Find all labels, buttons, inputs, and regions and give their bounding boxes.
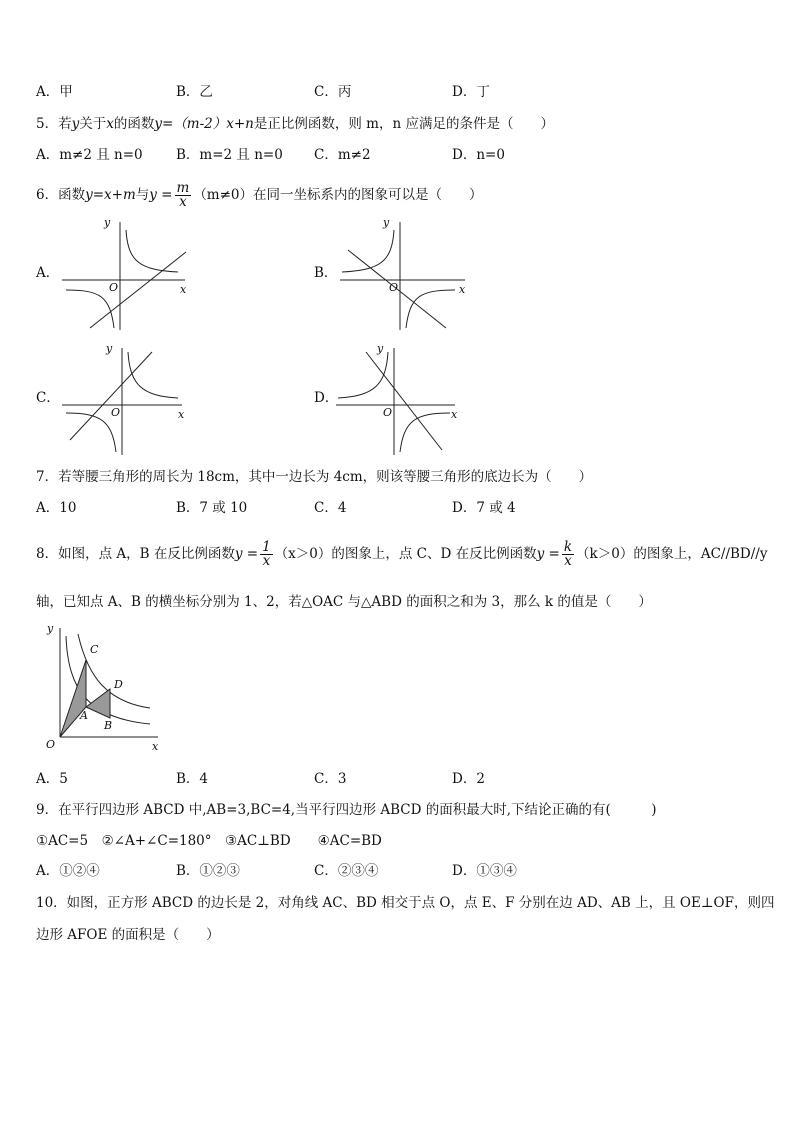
origin-label: O bbox=[383, 406, 393, 419]
q4-option-d: D．丁 bbox=[452, 84, 490, 100]
q6-stem: 6．函数y=x+m与y = $\frac{m}{x}$ （m≠0）在同一坐标系内的图象可以是（ ） bbox=[36, 180, 483, 210]
curve-y-k-over-x bbox=[78, 634, 150, 708]
q9-option-c: C．②③④ bbox=[314, 863, 379, 879]
q5-option-d: D．n=0 bbox=[452, 147, 505, 163]
q7-option-a: A．10 bbox=[36, 500, 77, 516]
q8-option-b: B．4 bbox=[176, 771, 209, 787]
q8-stem: 8．如图，点 A，B 在反比例函数y = $\frac{1}{x}$ （x＞0）的图象上，点 C、D 在反比例函数y = $\frac{k}{x}$ （k＞0）的图象上，AC//BD//y bbox=[36, 539, 768, 569]
fig-o-label: O bbox=[46, 738, 56, 751]
origin-label: O bbox=[389, 281, 399, 294]
q7-option-b: B．7 或 10 bbox=[176, 500, 248, 516]
q6-label-c: C． bbox=[36, 390, 60, 406]
axis-y-label: y bbox=[383, 216, 390, 229]
axis-x-label: x bbox=[178, 408, 185, 421]
q6-label-d: D． bbox=[314, 390, 339, 406]
q5-option-b: B．m=2 且 n=0 bbox=[176, 147, 283, 163]
origin-label: O bbox=[111, 406, 121, 419]
q5-option-a: A．m≠2 且 n=0 bbox=[36, 147, 143, 163]
q6-label-b: B． bbox=[314, 265, 338, 281]
q4-option-b: B．乙 bbox=[176, 84, 213, 100]
fig-a-label: A bbox=[80, 709, 88, 722]
q4-option-a: A．甲 bbox=[36, 84, 73, 100]
q8-option-a: A．5 bbox=[36, 771, 68, 787]
axis-x-label: x bbox=[459, 283, 466, 296]
q6-label-a: A． bbox=[36, 265, 60, 281]
triangle-abd bbox=[86, 689, 110, 718]
q7-stem: 7．若等腰三角形的周长为 18cm，其中一边长为 4cm，则该等腰三角形的底边长为（ ） bbox=[36, 469, 593, 485]
axis-x-label: x bbox=[451, 408, 458, 421]
fig-x-label: x bbox=[152, 740, 159, 753]
q9-option-a: A．①②④ bbox=[36, 863, 100, 879]
q9-option-b: B．①②③ bbox=[176, 863, 240, 879]
q5-option-c: C．m≠2 bbox=[314, 147, 371, 163]
origin-label: O bbox=[109, 281, 119, 294]
q10-stem-line1: 10．如图，正方形 ABCD 的边长是 2，对角线 AC、BD 相交于点 O，点 E、F 分别在边 AD、AB 上，且 OE⊥OF，则四 bbox=[36, 895, 775, 911]
q8-fraction-1: $\frac{1}{x}$ bbox=[262, 539, 271, 569]
q6-fraction: $\frac{m}{x}$ bbox=[176, 180, 190, 210]
fig-y-label: y bbox=[47, 622, 54, 635]
q4-option-c: C．丙 bbox=[314, 84, 352, 100]
fig-c-label: C bbox=[90, 643, 99, 656]
q7-option-c: C．4 bbox=[314, 500, 347, 516]
fig-d-label: D bbox=[114, 678, 123, 691]
q9-conditions: ①AC=5 ②∠A+∠C=180° ③AC⊥BD ④AC=BD bbox=[36, 833, 382, 849]
triangle-oac bbox=[60, 660, 86, 737]
q8-fraction-2: $\frac{k}{x}$ bbox=[563, 539, 573, 569]
q8-option-c: C．3 bbox=[314, 771, 347, 787]
axis-x-label: x bbox=[180, 283, 187, 296]
axis-y-label: y bbox=[106, 342, 113, 355]
q8-stem-line2: 轴，已知点 A、B 的横坐标分别为 1、2，若△OAC 与△ABD 的面积之和为 3，那么 k 的值是（ ） bbox=[36, 594, 652, 610]
q9-stem: 9．在平行四边形 ABCD 中,AB=3,BC=4,当平行四边形 ABCD 的面积最大时,下结论正确的有( ) bbox=[36, 802, 657, 818]
q10-stem-line2: 边形 AFOE 的面积是（ ） bbox=[36, 927, 220, 943]
q9-option-d: D．①③④ bbox=[452, 863, 517, 879]
axis-y-label: y bbox=[104, 216, 111, 229]
q5-stem: 5．若y关于x的函数y=（m-2）x+n是正比例函数，则 m，n 应满足的条件是（ ） bbox=[36, 116, 554, 132]
q8-option-d: D．2 bbox=[452, 771, 485, 787]
q7-option-d: D．7 或 4 bbox=[452, 500, 516, 516]
fig-b-label: B bbox=[104, 719, 113, 732]
axis-y-label: y bbox=[377, 342, 384, 355]
